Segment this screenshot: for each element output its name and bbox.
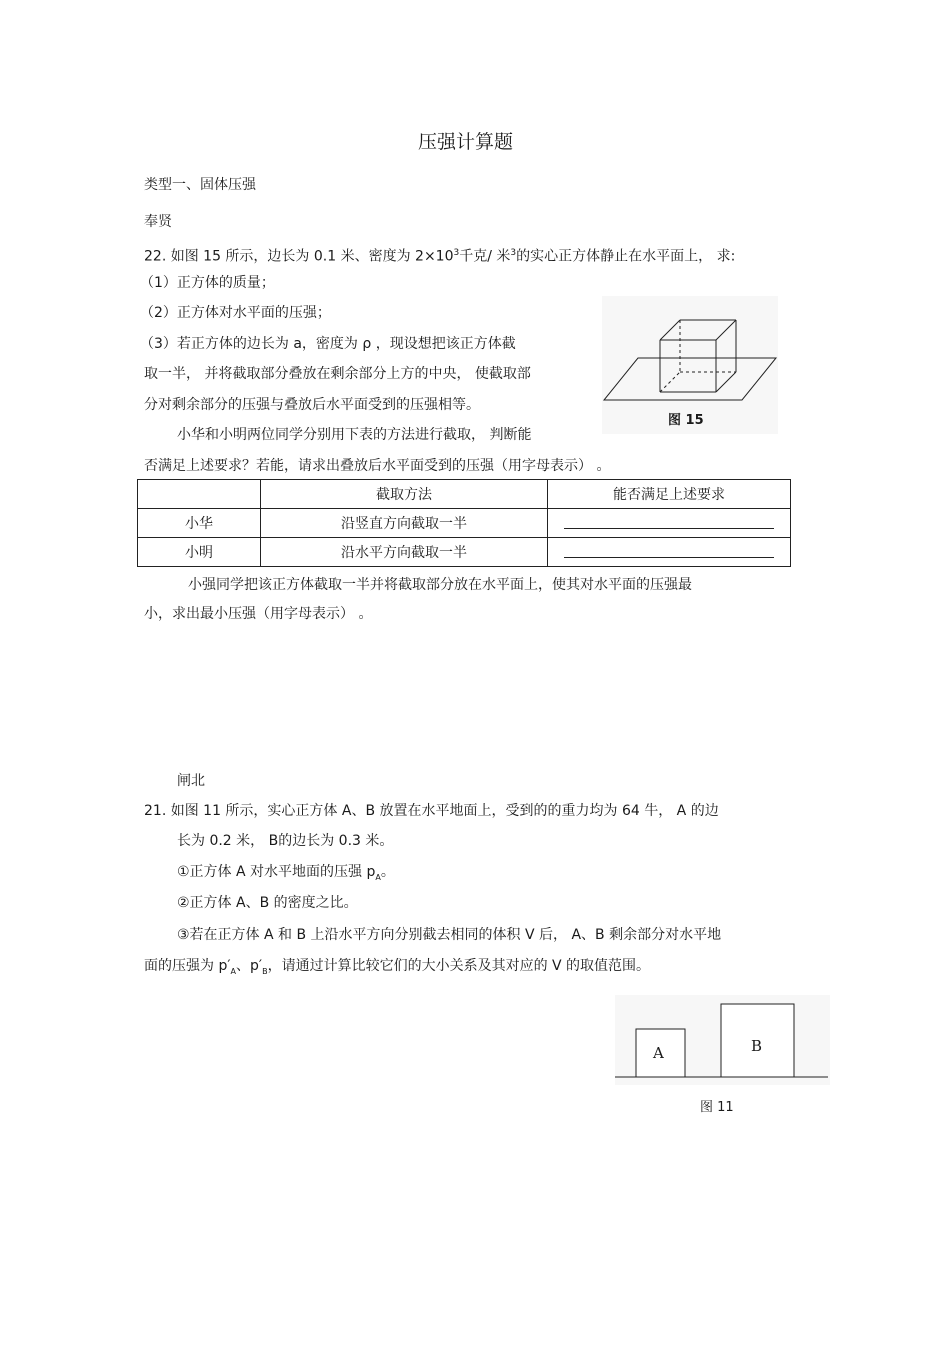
answer-blank: [564, 514, 774, 529]
q21-part3-line2: [144, 957, 650, 981]
table-cell-answer: [548, 509, 791, 538]
q21-part3-text1: 面的压强为 p′: [144, 958, 231, 974]
q21-part3-line1: ③若在正方体 A 和 B 上沿水平方向分别截去相同的体积 V 后， A、B 剩余部分对水平地: [177, 927, 722, 943]
q22-line1-post: 的实心正方体静止在水平面上， 求:: [516, 248, 736, 265]
table-cell-method: 沿竖直方向截取一半: [261, 509, 548, 538]
answer-blank: [564, 543, 774, 558]
q21-part1-post: 。: [380, 864, 395, 880]
table-cell-name: 小明: [138, 538, 261, 567]
q21-part1-pre: ①正方体 A 对水平地面的压强 p: [177, 864, 376, 880]
q22-part4-line1: 小华和小明两位同学分别用下表的方法进行截取， 判断能: [177, 427, 532, 443]
q22-part1: （1）正方体的质量；: [140, 275, 275, 291]
q22-line1-pre: 22. 如图 15 所示，边长为 0.1 米、密度为 2×10: [144, 248, 454, 265]
table-header-row: [138, 480, 791, 509]
q21-part1-sub: A: [375, 872, 381, 882]
q21-line1: 21. 如图 11 所示，实心正方体 A、B 放置在水平地面上，受到的的重力均为 64 牛， A 的边: [144, 803, 719, 819]
q21-part1: [177, 863, 395, 887]
figure-11-caption: 图 11: [700, 1100, 734, 1115]
block-a-label: A: [653, 1044, 664, 1062]
table-cell-method: 沿水平方向截取一半: [261, 538, 548, 567]
block-b-label: B: [751, 1037, 763, 1055]
figure-11: [615, 995, 830, 1085]
q21-part3-sub2: B: [262, 966, 268, 976]
q22-exp: 3: [453, 248, 460, 258]
method-table: [137, 479, 791, 567]
region-label: 闸北: [177, 773, 205, 789]
section-heading: 类型一、固体压强: [144, 177, 256, 193]
figure-15-caption: 图 15: [668, 413, 704, 428]
q22-part3-line1: （3）若正方体的边长为 a，密度为 ρ ，现设想把该正方体截: [140, 336, 516, 352]
q22-line1-mid: 千克/ 米: [459, 248, 511, 265]
table-cell-name: 小华: [138, 509, 261, 538]
q22-exp2: 3: [510, 248, 517, 258]
q21-part2: ②正方体 A、B 的密度之比。: [177, 895, 358, 911]
q22-line1: [144, 244, 735, 266]
table-header-method: 截取方法: [261, 480, 548, 509]
figure-15: [602, 296, 778, 434]
q21-part3-text3: ，请通过计算比较它们的大小关系及其对应的 V 的取值范围。: [267, 958, 651, 974]
q21-part3-text2: 、p′: [236, 958, 263, 974]
table-header-result: 能否满足上述要求: [548, 480, 791, 509]
page-title: 压强计算题: [418, 131, 514, 153]
q22-part5-line2: 小，求出最小压强（用字母表示） 。: [144, 606, 373, 622]
table-cell-answer: [548, 538, 791, 567]
region-label: 奉贤: [144, 214, 172, 230]
q22-part3-line3: 分对剩余部分的压强与叠放后水平面受到的压强相等。: [144, 397, 480, 413]
q21-line2: 长为 0.2 米， B的边长为 0.3 米。: [177, 833, 394, 849]
table-header-empty: [138, 480, 261, 509]
q22-part4-line2: 否满足上述要求？若能，请求出叠放后水平面受到的压强（用字母表示） 。: [144, 458, 611, 474]
q22-part2: （2）正方体对水平面的压强；: [140, 305, 331, 321]
table-row: [138, 538, 791, 567]
blocks-diagram: [615, 995, 830, 1085]
q22-part3-line2: 取一半， 并将截取部分叠放在剩余部分上方的中央， 使截取部: [144, 366, 531, 382]
q21-part3-sub1: A: [230, 966, 236, 976]
q22-part5-line1: 小强同学把该正方体截取一半并将截取部分放在水平面上，使其对水平面的压强最: [188, 577, 692, 593]
table-row: [138, 509, 791, 538]
